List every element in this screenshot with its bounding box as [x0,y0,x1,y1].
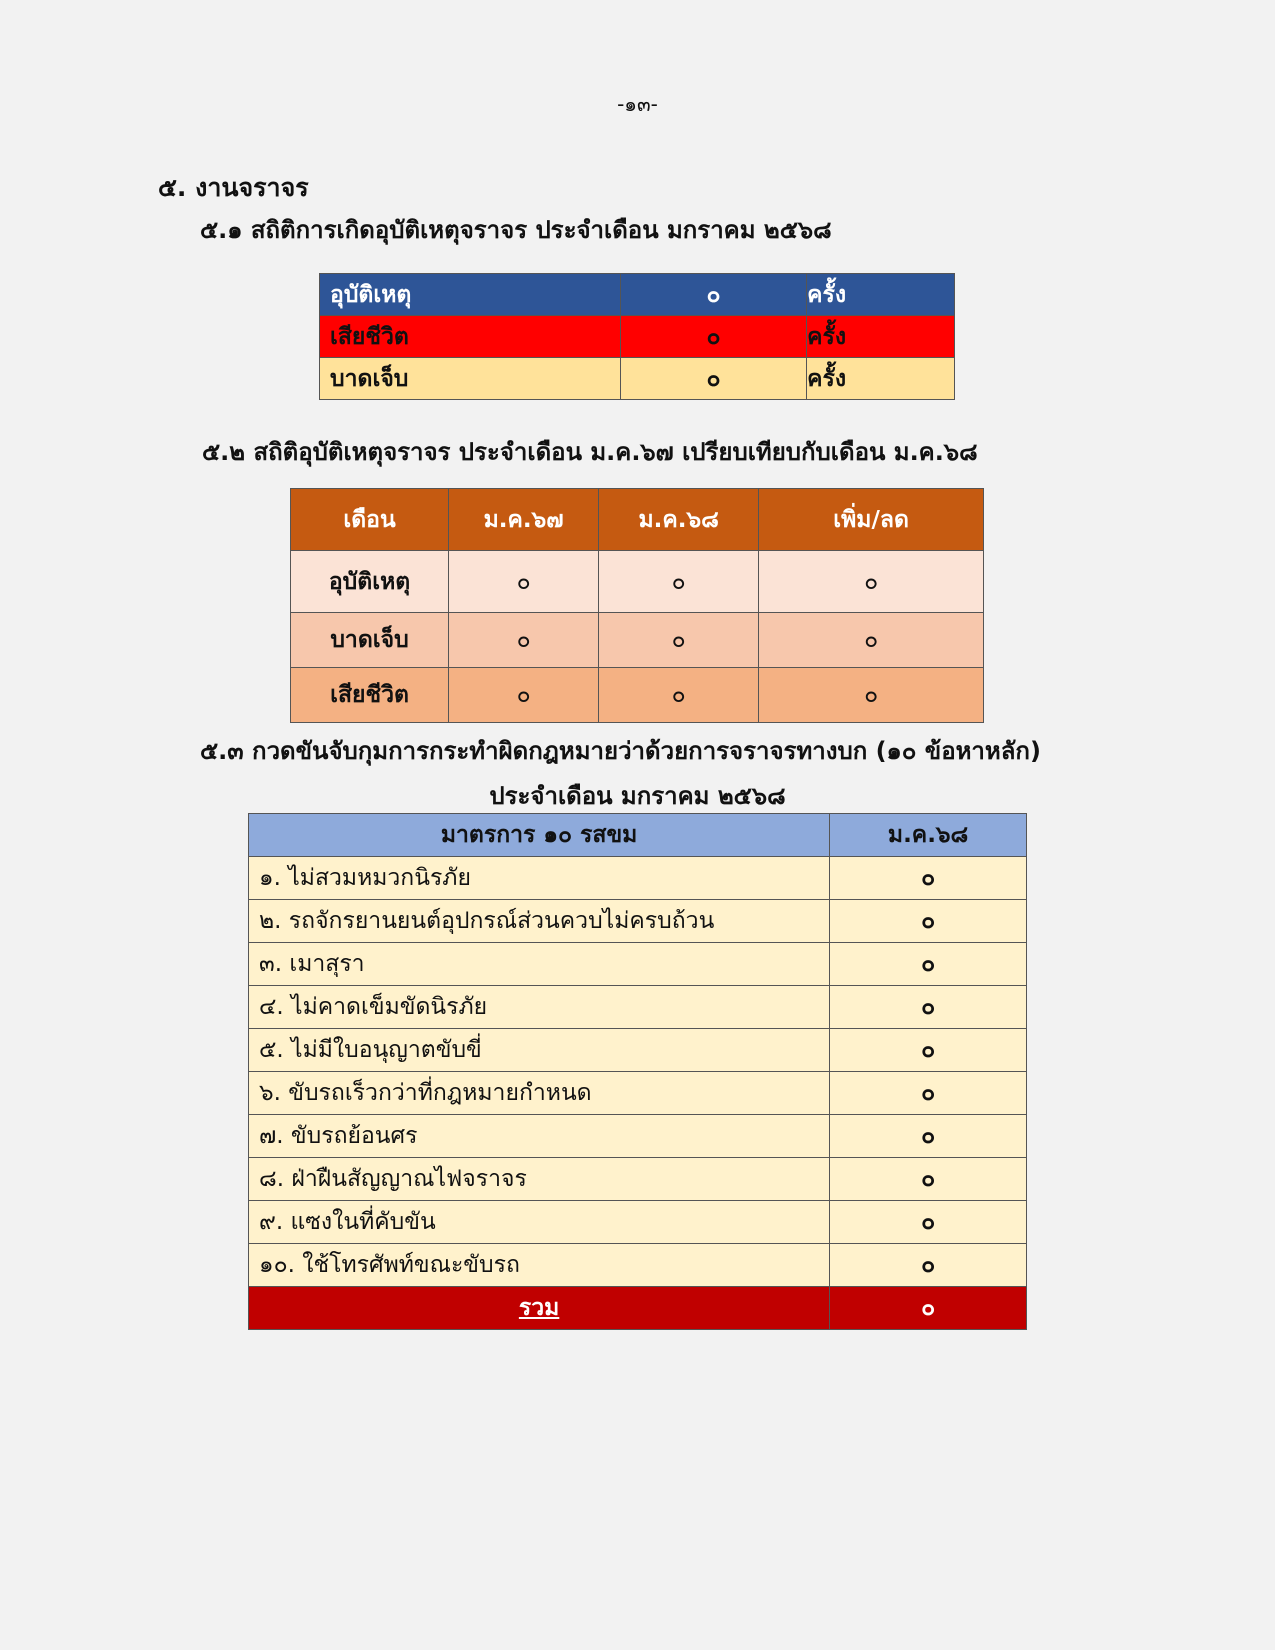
column-header: ม.ค.๖๗ [449,489,599,551]
offense-label: ๗. ขับรถย้อนศร [249,1115,830,1158]
row-unit: ครั้ง [807,358,955,400]
offense-label: ๑๐. ใช้โทรศัพท์ขณะขับรถ [249,1244,830,1287]
column-header: เดือน [291,489,449,551]
offense-label: ๘. ฝ่าฝืนสัญญาณไฟจราจร [249,1158,830,1201]
cell-value: ๐ [449,668,599,723]
table-row [249,1244,1027,1287]
row-label: เสียชีวิต [320,316,621,358]
accident-summary-table [319,273,955,400]
page-number: -๑๓- [617,92,658,116]
offense-count: ๐ [830,1029,1027,1072]
table-row [249,1072,1027,1115]
table-row [249,1201,1027,1244]
row-value: ๐ [621,316,807,358]
offense-label: ๓. เมาสุรา [249,943,830,986]
cell-value: ๐ [599,551,759,613]
row-value: ๐ [621,274,807,316]
offense-label: ๙. แซงในที่คับขัน [249,1201,830,1244]
cell-value: ๐ [599,613,759,668]
cell-value: ๐ [449,551,599,613]
cell-value: ๐ [759,668,984,723]
table-row [249,1029,1027,1072]
total-count: ๐ [830,1287,1027,1330]
cell-value: ๐ [759,551,984,613]
accident-comparison-table [290,488,984,723]
table-body [249,857,1027,1330]
row-label: อุบัติเหตุ [291,551,449,613]
offense-count: ๐ [830,1115,1027,1158]
subsection-1-title: ๕.๑ สถิติการเกิดอุบัติเหตุจราจร ประจำเดือน มกราคม ๒๕๖๘ [200,216,832,244]
table-row [249,943,1027,986]
offense-count: ๐ [830,857,1027,900]
offense-count: ๐ [830,900,1027,943]
offense-count: ๐ [830,1158,1027,1201]
offense-label: ๒. รถจักรยานยนต์อุปกรณ์ส่วนควบไม่ครบถ้วน [249,900,830,943]
cell-value: ๐ [599,668,759,723]
column-header: ม.ค.๖๘ [599,489,759,551]
table-row [320,274,955,316]
total-row [249,1287,1027,1330]
cell-value: ๐ [759,613,984,668]
section-title: ๕. งานจราจร [158,173,309,202]
table-header-row [291,489,984,551]
offense-count: ๐ [830,1244,1027,1287]
total-label: รวม [249,1287,830,1330]
offense-label: ๔. ไม่คาดเข็มขัดนิรภัย [249,986,830,1029]
row-label: บาดเจ็บ [320,358,621,400]
table-row [249,857,1027,900]
table-row [291,551,984,613]
row-unit: ครั้ง [807,274,955,316]
table-row [320,316,955,358]
subsection-3-title: ๕.๓ กวดขันจับกุมการกระทำผิดกฎหมายว่าด้วยการจราจรทางบก (๑๐ ข้อหาหลัก) [200,737,1041,765]
subsection-2-title: ๕.๒ สถิติอุบัติเหตุจราจร ประจำเดือน ม.ค.๖๗ เปรียบเทียบกับเดือน ม.ค.๖๘ [202,438,978,466]
table-row [320,358,955,400]
offense-count: ๐ [830,1201,1027,1244]
table-header-row [249,814,1027,857]
table-row [249,900,1027,943]
cell-value: ๐ [449,613,599,668]
table-row [249,986,1027,1029]
column-header: ม.ค.๖๘ [830,814,1027,857]
subsection-3-subtitle: ประจำเดือน มกราคม ๒๕๖๘ [489,782,786,810]
offense-label: ๖. ขับรถเร็วกว่าที่กฎหมายกำหนด [249,1072,830,1115]
column-header: มาตรการ ๑๐ รสขม [249,814,830,857]
table-row [249,1115,1027,1158]
row-value: ๐ [621,358,807,400]
table-row [291,668,984,723]
row-label: อุบัติเหตุ [320,274,621,316]
traffic-enforcement-table [248,813,1027,1330]
table-row [291,613,984,668]
column-header: เพิ่ม/ลด [759,489,984,551]
row-unit: ครั้ง [807,316,955,358]
offense-count: ๐ [830,1072,1027,1115]
offense-label: ๕. ไม่มีใบอนุญาตขับขี่ [249,1029,830,1072]
table-row [249,1158,1027,1201]
offense-count: ๐ [830,943,1027,986]
offense-count: ๐ [830,986,1027,1029]
row-label: บาดเจ็บ [291,613,449,668]
row-label: เสียชีวิต [291,668,449,723]
offense-label: ๑. ไม่สวมหมวกนิรภัย [249,857,830,900]
